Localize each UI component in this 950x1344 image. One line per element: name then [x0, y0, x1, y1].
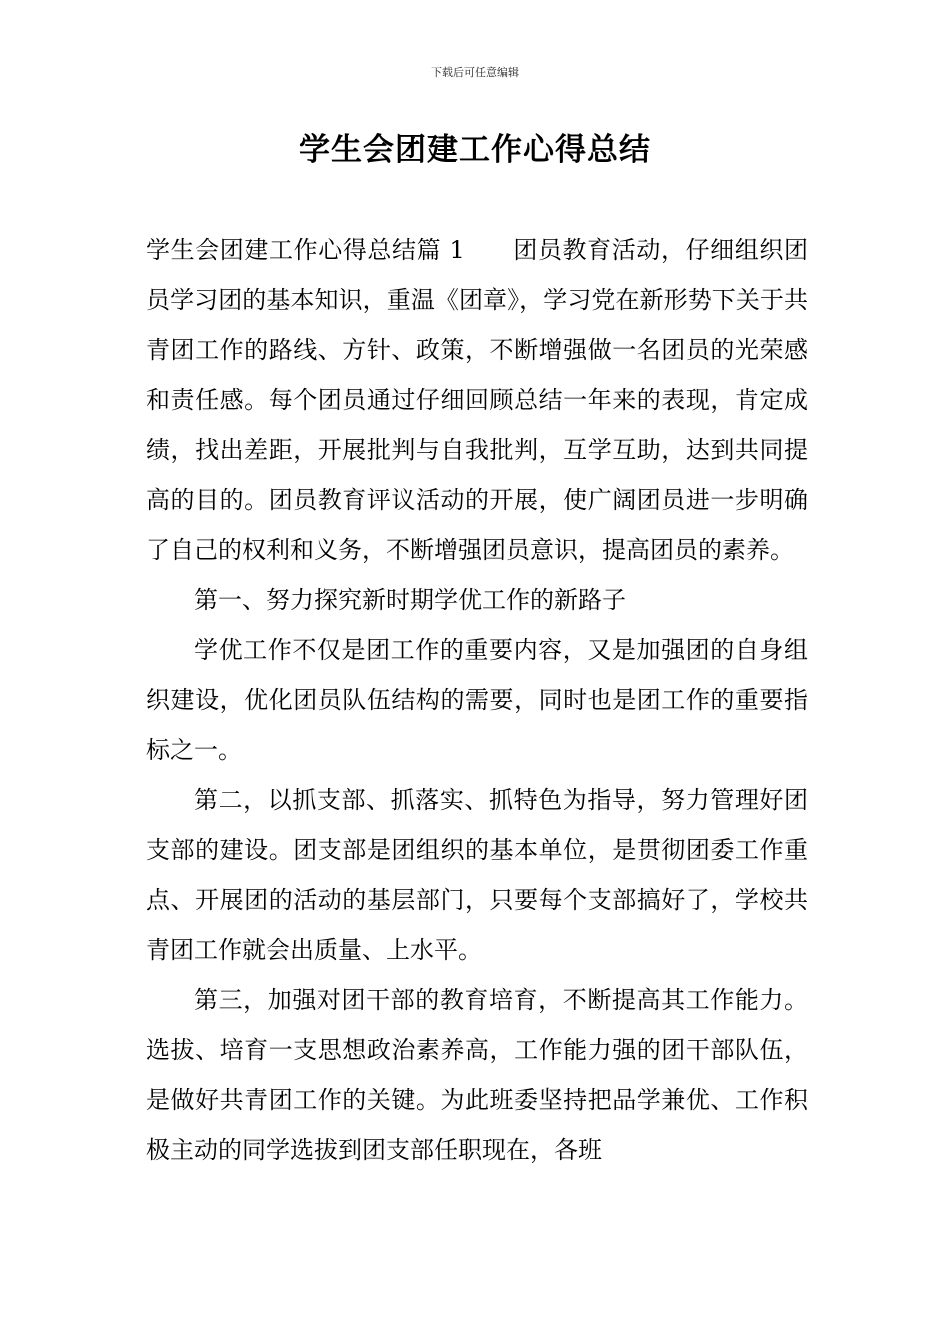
paragraph-first-detail: 学优工作不仅是团工作的重要内容，又是加强团的自身组织建设，优化团员队伍结构的需要，同时也是团工作的重要指标之一。 [146, 636, 808, 764]
header-note: 下载后可任意编辑 [431, 66, 519, 79]
intro-text: 团员教育活动，仔细组织团员学习团的基本知识，重温《团章》，学习党在新形势下关于共青团工作的路线、方针、政策，不断增强做一名团员的光荣感和责任感。每个团员通过仔细回顾总结一年来的表现，肯定成绩，找出差距，开展批判与自我批判，互学互助，达到共同提高的目的。团员教育评议活动的开展，使广阔团员进一步明确了自己的权利和义务，不断增强团员意识，提高团员的素养。 [146, 236, 808, 564]
document-title: 学生会团建工作心得总结 [299, 132, 651, 168]
section-heading-first: 第一、努力探究新时期学优工作的新路子 [194, 586, 626, 614]
paragraph-second: 第二，以抓支部、抓落实、抓特色为指导，努力管理好团支部的建设。团支部是团组织的基本单位，是贯彻团委工作重点、开展团的活动的基层部门，只要每个支部搞好了，学校共青团工作就会出质量、上水平。 [146, 786, 808, 964]
intro-paragraph [146, 225, 808, 575]
intro-label: 学生会团建工作心得总结篇 1 [146, 236, 465, 264]
document-body [146, 225, 808, 1175]
paragraph-third: 第三，加强对团干部的教育培育，不断提高其工作能力。选拔、培育一支思想政治素养高，工作能力强的团干部队伍，是做好共青团工作的关键。为此班委坚持把品学兼优、工作积极主动的同学选拔到团支部任职现在，各班 [146, 986, 808, 1164]
